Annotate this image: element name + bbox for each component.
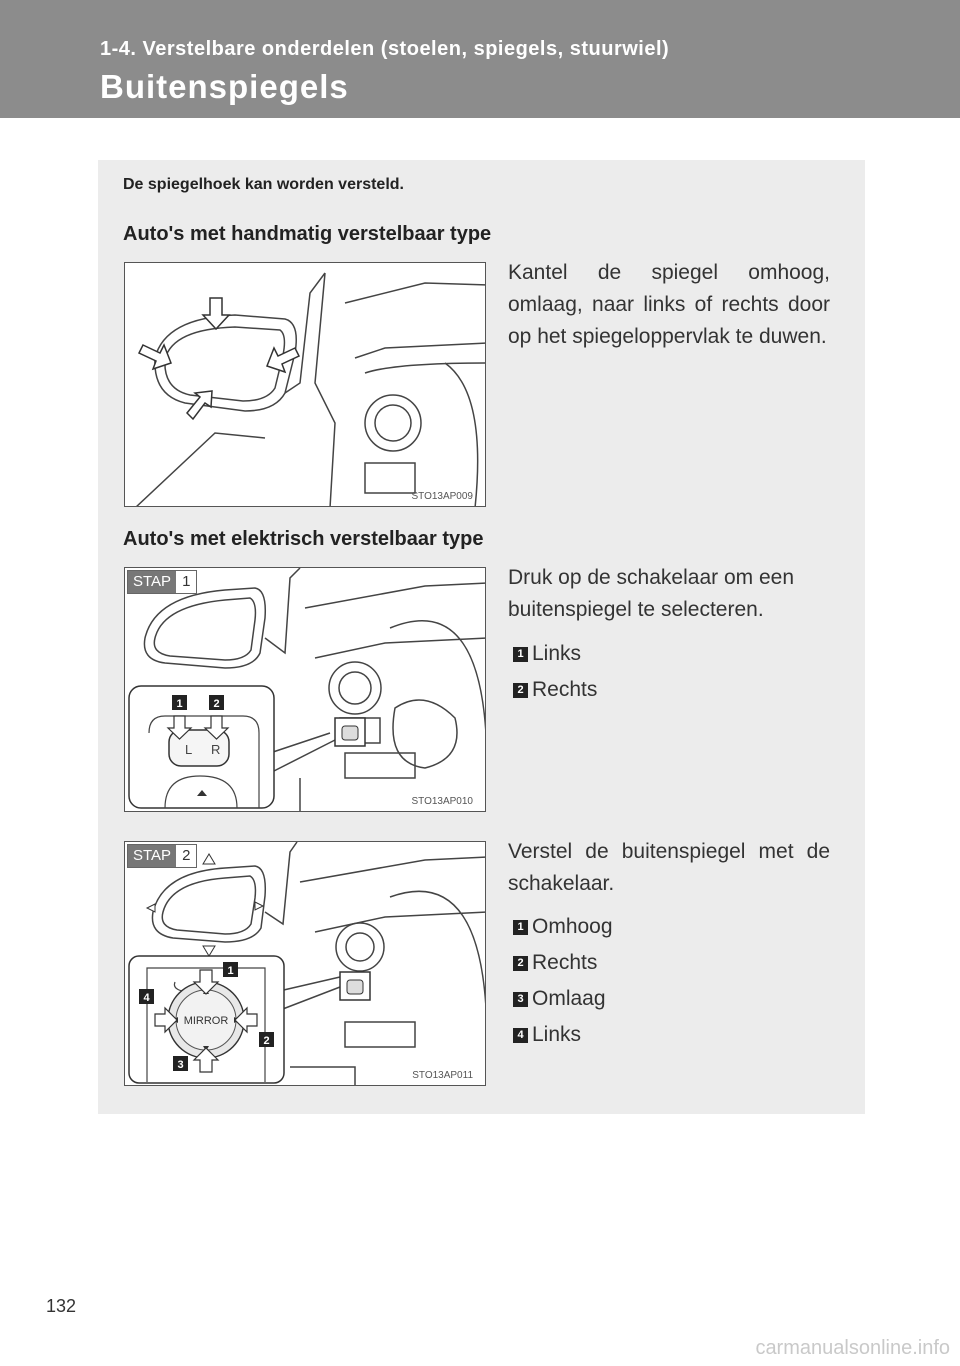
step-number: 1 bbox=[182, 573, 191, 590]
manual-instructions: Kantel de spiegel omhoog, omlaag, naar links of rechts door op het spiegeloppervlak te duwen. bbox=[508, 261, 830, 348]
page-header bbox=[0, 0, 960, 118]
callout-right: 2 bbox=[263, 1035, 270, 1047]
number-badge: 1 bbox=[513, 920, 528, 935]
list-item-label: Links bbox=[532, 1023, 582, 1046]
callout-up: 1 bbox=[227, 965, 234, 977]
intro-text: De spiegelhoek kan worden versteld. bbox=[123, 176, 404, 193]
number-badge: 2 bbox=[513, 956, 528, 971]
list-item bbox=[513, 636, 597, 672]
list-item-label: Links bbox=[532, 642, 582, 665]
manual-heading: Auto's met handmatig verstelbaar type bbox=[123, 223, 492, 245]
callout-left: 4 bbox=[143, 992, 150, 1004]
step1-legend bbox=[513, 636, 597, 708]
list-item-label: Omlaag bbox=[532, 987, 606, 1010]
number-badge: 2 bbox=[513, 683, 528, 698]
figure-manual-mirror bbox=[124, 262, 486, 507]
list-item bbox=[513, 981, 613, 1017]
callout-1: 1 bbox=[176, 698, 183, 710]
page-title: Buitenspiegels bbox=[100, 68, 349, 105]
watermark: carmanualsonline.info bbox=[755, 1337, 950, 1359]
step-word: STAP bbox=[128, 571, 176, 593]
list-item-label: Omhoog bbox=[532, 915, 613, 938]
figure-id: STO13AP010 bbox=[411, 796, 473, 807]
figure-step2-adjust bbox=[124, 841, 486, 1086]
list-item bbox=[513, 672, 597, 708]
electric-heading: Auto's met elektrisch verstelbaar type bbox=[123, 528, 484, 550]
step-badge-2 bbox=[127, 844, 197, 868]
step2-instructions: Verstel de buitenspiegel met de schakelaar. bbox=[508, 840, 830, 895]
manual-mirror-illustration bbox=[125, 263, 486, 507]
number-badge: 3 bbox=[513, 992, 528, 1007]
list-item bbox=[513, 1017, 613, 1053]
step-word: STAP bbox=[128, 845, 176, 867]
list-item bbox=[513, 909, 613, 945]
step2-legend bbox=[513, 909, 613, 1053]
list-item-label: Rechts bbox=[532, 678, 598, 701]
page-number: 132 bbox=[46, 1296, 77, 1316]
callout-down: 3 bbox=[177, 1059, 184, 1071]
switch-right-label: R bbox=[211, 742, 221, 757]
step-badge-1 bbox=[127, 570, 197, 594]
switch-left-label: L bbox=[185, 742, 193, 757]
number-badge: 1 bbox=[513, 647, 528, 662]
figure-id: STO13AP011 bbox=[412, 1070, 473, 1081]
list-item bbox=[513, 945, 613, 981]
figure-step1-select bbox=[124, 567, 486, 812]
select-switch-illustration bbox=[125, 568, 486, 812]
list-item-label: Rechts bbox=[532, 951, 598, 974]
step1-instructions: Druk op de schakelaar om een buitenspiegel te selecteren. bbox=[508, 566, 794, 621]
step-number: 2 bbox=[182, 847, 191, 864]
callout-2: 2 bbox=[213, 698, 220, 710]
figure-id: STO13AP009 bbox=[411, 491, 473, 502]
section-title: 1-4. Verstelbare onderdelen (stoelen, spiegels, stuurwiel) bbox=[100, 38, 670, 60]
mirror-switch-label: MIRROR bbox=[183, 1015, 229, 1027]
number-badge: 4 bbox=[513, 1028, 528, 1043]
adjust-switch-illustration bbox=[125, 842, 486, 1086]
